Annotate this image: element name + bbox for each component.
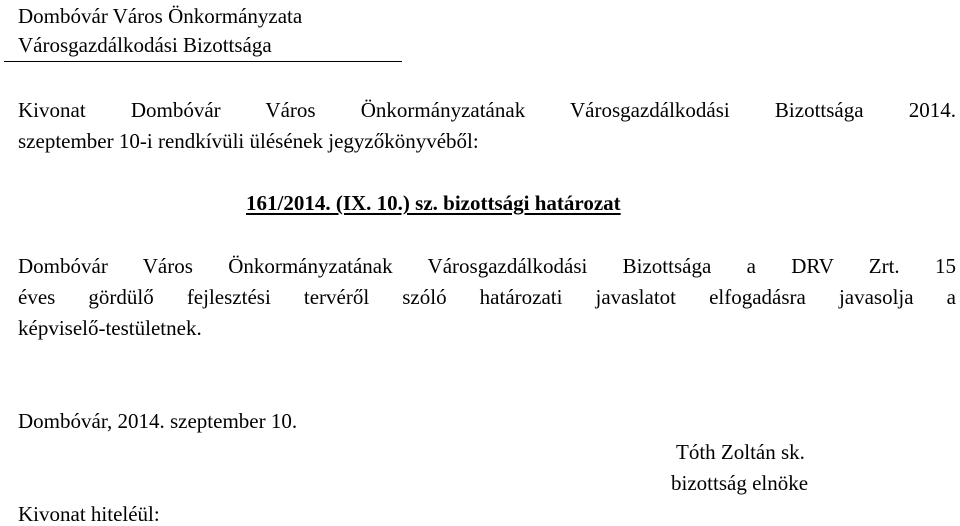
body-line-2: éves gördülő fejlesztési tervéről szóló határozati javaslatot elfogadásra javasolja a [18, 285, 956, 309]
header-divider [4, 61, 402, 62]
intro-line-2: szeptember 10-i rendkívüli ülésének jegyzőkönyvéből: [18, 129, 479, 153]
body-line-1: Dombóvár Város Önkormányzatának Városgazdálkodási Bizottsága a DRV Zrt. 15 [18, 254, 956, 278]
place-date: Dombóvár, 2014. szeptember 10. [18, 409, 298, 433]
intro-line-1: Kivonat Dombóvár Város Önkormányzatának Városgazdálkodási Bizottsága 2014. [18, 98, 956, 122]
signer-role: bizottság elnöke [671, 471, 809, 495]
body-line-3: képviselő-testületnek. [18, 316, 202, 340]
organization-name: Dombóvár Város Önkormányzata [18, 4, 303, 28]
resolution-title: 161/2014. (IX. 10.) sz. bizottsági határozat [246, 191, 621, 215]
committee-name: Városgazdálkodási Bizottsága [18, 33, 272, 57]
signer-name: Tóth Zoltán sk. [676, 440, 805, 464]
certified-label: Kivonat hiteléül: [18, 502, 160, 526]
